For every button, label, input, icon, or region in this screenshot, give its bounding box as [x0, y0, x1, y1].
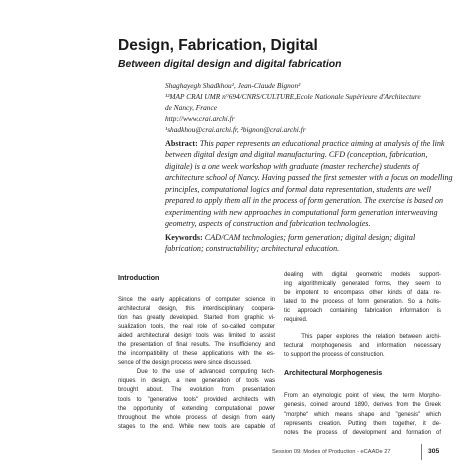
text-line: tion has greatly developed. Started from graphic vi- [118, 315, 275, 322]
text-line: architectural design, this interdisciplinary coopera- [118, 306, 275, 313]
text-line: required. [284, 317, 308, 324]
author-block [165, 81, 465, 136]
text-line: represents creation. Putting them together, it de- [284, 420, 441, 427]
text-line: ing algorithmically generated forms, they seem to [284, 281, 441, 288]
text-line: sence of the design process were since discussed. [118, 360, 252, 367]
abstract [165, 138, 453, 230]
footer-divider [421, 444, 422, 460]
footer-session: Session 09: Modes of Production - eCAADe 27 [272, 449, 391, 455]
text-line: the incompatibility of these applications with the es- [118, 351, 275, 358]
text-line: tic approach containing fabrication information is [284, 308, 441, 315]
left-column [118, 271, 275, 432]
paper-title: Design, Fabrication, Digital [118, 37, 318, 54]
paragraph-gap [284, 325, 441, 333]
text-line: "morphe" which means shape and "genesis" which [284, 411, 441, 418]
author-affiliation: ¹²MAP CRAI UMR n°694/CNRS/CULTURE,Ecole Nationale Supérieure d'Architecture [165, 91, 421, 101]
author-affiliation-city: de Nancy, France [165, 102, 218, 112]
paragraph-3 [284, 271, 441, 325]
author-emails: ¹shadkhou@crai.archi.fr, ²bignon@crai.archi.fr [165, 124, 306, 134]
paper-subtitle: Between digital design and digital fabrication [118, 59, 342, 70]
text-line: brought about. The evolution from presentation [118, 387, 275, 394]
text-line: the presentation of final results. The insufficiency and [118, 342, 275, 349]
right-column [284, 271, 441, 438]
text-line: sualization tools, the real role of so-called computer [118, 324, 275, 331]
text-line: Due to the use of advanced computing tech- [118, 369, 275, 376]
text-line: aided architectural design tools was limited to assist [118, 333, 275, 340]
paragraph-5 [284, 392, 441, 437]
paragraph-2 [118, 368, 275, 431]
section-heading-introduction: Introduction [118, 274, 160, 282]
paragraph-1 [118, 296, 275, 368]
text-line: From an etymologic point of view, the term Morpho- [284, 393, 441, 400]
abstract-label: Abstract: [165, 139, 198, 148]
paragraph-4 [284, 333, 441, 360]
section-heading-morphogenesis: Architectural Morphogenesis [284, 369, 383, 378]
text-line: tools to "generative tools" provided architects with [118, 396, 275, 403]
keywords-label: Keywords: [165, 233, 203, 242]
text-line: Since the early applications of computer science in [118, 297, 275, 303]
text-line: genesis, coined around 1890, derives from the Greek [284, 402, 441, 409]
text-line: tectural morphogenesis and information necessary [284, 343, 441, 350]
keywords [165, 232, 453, 255]
text-line: the opportunity of extending computational power [118, 405, 275, 412]
author-website: http://www.crai.archi.fr [165, 113, 235, 123]
text-line: This paper explores the relation between archi- [284, 334, 441, 341]
text-line: niques in design, a new generation of tools was [118, 378, 275, 385]
text-line: notes the process of development and formation of [284, 429, 441, 436]
text-line: to support the process of construction. [284, 352, 385, 359]
text-line: lated to the process of form generation. So a holis- [284, 299, 441, 306]
text-line: be impotent to encompass other kinds of data re- [284, 290, 441, 297]
author-names: Shaghayegh Shadkhou¹, Jean-Claude Bignon² [165, 81, 301, 90]
text-line: stages to the end. While new tools are capable of [118, 423, 275, 430]
abstract-text: This paper represents an educational practice aiming at analysis of the link between digital design and digital manufacturing. CFD (conception, fabrication, digitale) is a one week workshop with graduate (master recherche) students of architecture school of Nancy. Having passed the first semester with a focus on modelling principles, computational logics and formal data representation, students are well prepared to apply them all in the process of form generation. The exercise is based on experimenting with new approaches in computational form generation interweaving geometry, aspects of construction and fabrication technologies. [165, 139, 453, 229]
keywords-text: CAD/CAM technologies; form generation; digital design; digital fabrication; constructability; architectural education. [165, 233, 416, 254]
page-number: 305 [428, 448, 440, 455]
text-line: throughout the whole process of design from early [118, 414, 275, 421]
text-line: dealing with digital geometric models support- [284, 272, 441, 278]
